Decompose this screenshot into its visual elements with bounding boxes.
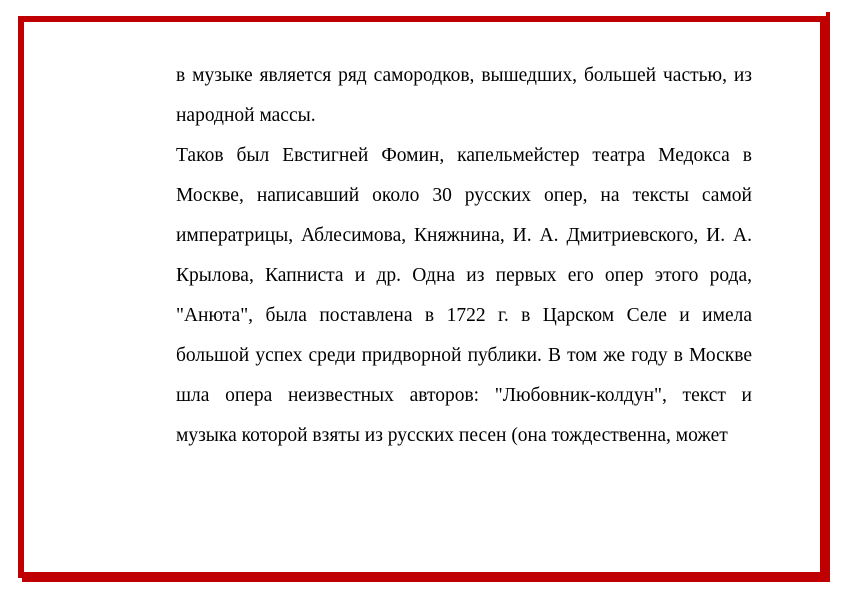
- paragraph-2: Таков был Евстигней Фомин, капельмейстер театра Медокса в Москве, написавший около 30 русских опер, на тексты самой императрицы, Аблесимова, Княжнина, И. А. Дмитриевского, И. А. Крылова, Капниста и др. Одна из первых его опер этого рода, "Анюта", была поставлена в 1722 г. в Царском Селе и имела большой успех среди придворной публики. В том же году в Москве шла опера неизвестных авторов: "Любовник-колдун", текст и музыка которой взяты из русских песен (она тождественна, может: [176, 145, 752, 446]
- paragraph-1: в музыке является ряд самородков, вышедших, большей частью, из народной массы.: [176, 65, 752, 126]
- body-text: [176, 56, 752, 456]
